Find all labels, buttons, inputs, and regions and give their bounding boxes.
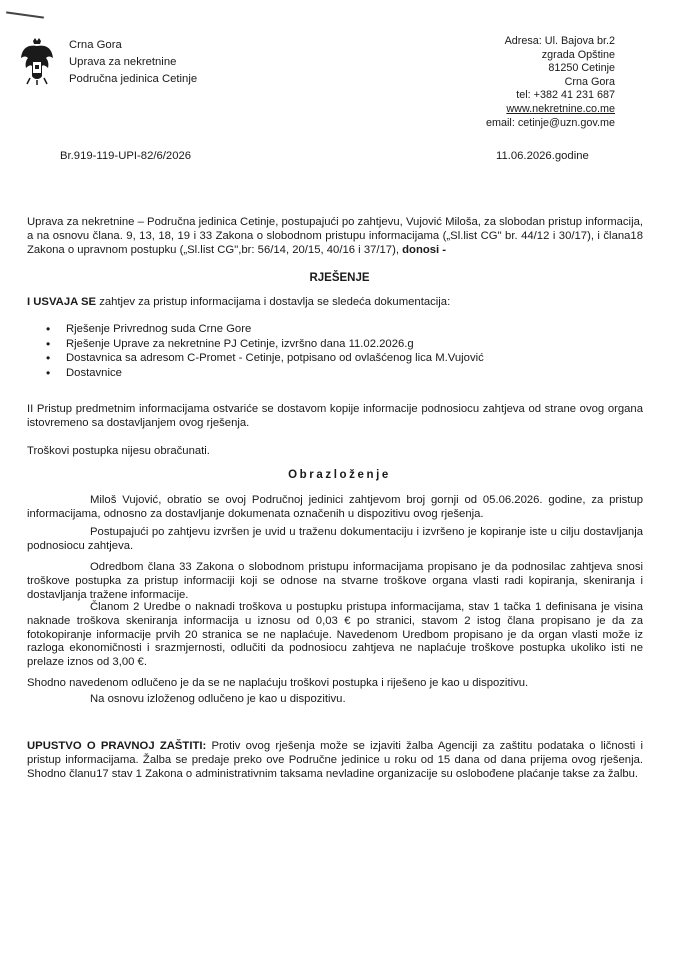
reasoning-paragraph-2: Postupajući po zahtjevu izvršen je uvid u traženu dokumentaciju i izvršeno je kopiranje iste u cilju dostavljanja podnosiocu zahtjeva. (27, 526, 643, 552)
org-line-agency: Uprava za nekretnine (69, 56, 177, 68)
intro-text: Uprava za nekretnine – Područna jedinica Cetinje, postupajući po zahtjevu, Vujović Miloša, za slobodan pristup informacija, a na osnovu člana. 9, 13, 18, 19 i 33 Zakona o slobodnom pristupu informacijama („Sl.list CG" br. 44/12 i 30/17), i člana18 Zakona o upravnom postupku („Sl.list CG",br: 56/14, 20/15, 40/16 i 37/17), (27, 216, 643, 256)
decision-title: RJEŠENJE (309, 272, 370, 284)
list-item: • Dostavnica sa adresom C-Promet - Cetinje, potpisano od ovlašćenog lica M.Vujović (46, 351, 484, 366)
address-street: Adresa: Ul. Bajova br.2 (504, 35, 615, 47)
address-postal: 81250 Cetinje (548, 62, 615, 75)
intro-paragraph (27, 216, 643, 257)
approval-text: zahtjev za pristup informacijama i dostavlja se sledeća dokumentacija: (96, 296, 451, 308)
address-phone: tel: +382 41 231 687 (516, 89, 615, 102)
reasoning-title: Obrazloženje (288, 469, 391, 481)
approval-bold: I USVAJA SE (27, 296, 97, 308)
org-line-country: Crna Gora (69, 39, 122, 51)
documents-list (46, 322, 484, 380)
list-item: • Dostavnice (46, 366, 484, 381)
coat-of-arms-icon (20, 38, 54, 86)
reasoning-paragraph-5: Shodno navedenom odlučeno je da se ne naplaćuju troškovi postupka i riješeno je kao u dispozitivu. (27, 677, 529, 689)
approval-paragraph (27, 296, 643, 310)
org-line-unit: Područna jedinica Cetinje (69, 73, 198, 85)
address-country: Crna Gora (564, 75, 615, 88)
reasoning-paragraph-1: Miloš Vujović, obratio se ovoj Područnoj jedinici zahtjevom broj gornji od 05.06.2026. godine, za pristup informacijama, odnosno za dostavljanje dokumenata označenih u dispozitivu ovog rješenja. (27, 494, 643, 520)
website-link[interactable]: www.nekretnine.co.me (506, 102, 615, 115)
list-item: • Rješenje Uprave za nekretnine PJ Cetinje, izvršno dana 11.02.2026.g (46, 337, 484, 352)
address-block (486, 35, 615, 130)
list-item: • Rješenje Privrednog suda Crne Gore (46, 322, 484, 337)
reference-number: Br.919-119-UPI-82/6/2026 (60, 150, 192, 162)
reasoning-paragraph-4: Članom 2 Uredbe o naknadi troškova u postupku pristupa informacijama, stav 1 tačka 1 definisana je visina naknade troškova skeniranja informacija u iznosu od 0,03 € po stranici, stavom 2 istog člana propisano je da za fotokopiranje informacije prvih 20 stranica se ne naplaćuje. Navedenom Uredbom propisano je da organ vlasti može iz razloga ekonomičnosti i srazmjernosti, odlučiti da podnosiocu zahtjeva ne naplaćuje troškove postupka ukoliko isti ne prelaze iznos od 3,00 €. (27, 601, 643, 669)
reasoning-paragraph-3: Odredbom člana 33 Zakona o slobodnom pristupu informacijama propisano je da podnosilac zahtjeva snosi troškove postupka za pristup informaciji koji se odnose na stvarne troškove organa vlasti radi kopiranja, skeniranja i dostavljanja tražene informacije. (27, 561, 643, 601)
legal-remedy-paragraph (27, 740, 643, 781)
reasoning-paragraph-6: Na osnovu izloženog odlučeno je kao u dispozitivu. (90, 693, 346, 705)
legal-remedy-bold: UPUSTVO O PRAVNOJ ZAŠTITI: (27, 740, 207, 752)
organization-block (69, 37, 197, 88)
address-email[interactable]: email: cetinje@uzn.gov.me (486, 116, 615, 129)
scan-mark (6, 11, 44, 18)
document-date: 11.06.2026.godine (496, 150, 589, 162)
access-paragraph: II Pristup predmetnim informacijama ostvariće se dostavom kopije informacije podnosiocu zahtjeva od strane ovog organa istovremeno sa dostavljanjem ovog rješenja. (27, 403, 643, 429)
intro-bold-end: donosi - (402, 243, 447, 256)
legal-remedy-text: Protiv ovog rješenja može se izjaviti žalba Agenciji za zaštitu podataka o ličnosti i pristup informacijama. Žalba se predaje preko ove Područne jedinice u roku od 15 dana od dana prijema ovog rješenja. Shodno članu17 stav 1 Zakona o administrativnim taksama nevladine organizacije su oslobođene plaćanje takse za žalbu. (27, 740, 643, 780)
address-building: zgrada Opštine (541, 48, 615, 61)
costs-paragraph: Troškovi postupka nijesu obračunati. (27, 445, 210, 457)
